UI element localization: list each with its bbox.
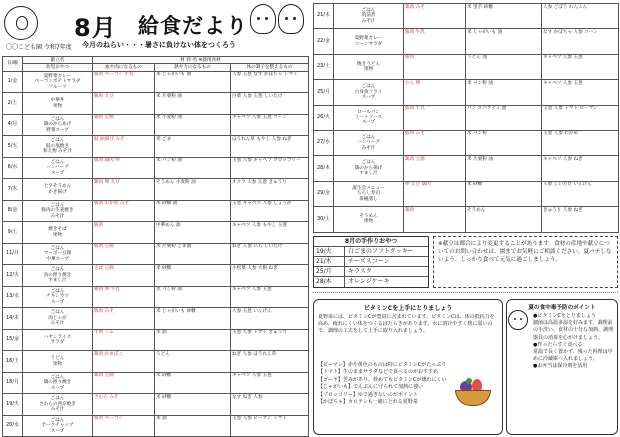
- vegetable-basket-icon: [452, 378, 494, 408]
- child-face-icon: [508, 310, 528, 330]
- child-mascot-icon: [250, 4, 276, 34]
- menu-date: 26/火: [314, 105, 334, 130]
- menu-row: [3, 308, 309, 330]
- ingredient-yellow: 米 砂糖: [155, 265, 231, 287]
- menu-name: ごはん ポークチャップ スープ: [23, 415, 93, 437]
- menu-row: [3, 114, 309, 136]
- menu-name: 焼きうどん 果物: [334, 54, 404, 79]
- ingredient-red: 豚肉 わかめ みそ: [93, 200, 155, 222]
- ingredient-red: さわら みそ: [93, 394, 155, 416]
- menu-name: ごはん さわらの西京焼き みそ汁: [23, 394, 93, 416]
- ingredient-yellow: 米 小麦粉 油: [155, 114, 231, 136]
- menu-row: [3, 372, 309, 394]
- ingredient-red: 鶏肉 豆腐: [404, 156, 466, 181]
- ingredient-red: 豚肉 牛乳: [404, 29, 466, 54]
- menu-date: 1/金: [3, 71, 23, 93]
- menu-name: ごはん 魚の照り焼き すまし汁: [23, 265, 93, 287]
- ingredient-yellow: 米 砂糖: [155, 394, 231, 416]
- ingredient-red: さば 豆腐: [93, 265, 155, 287]
- menu-date: 16/土: [3, 351, 23, 373]
- ingredient-red: 卵 えび 鶏肉: [404, 181, 466, 206]
- ingredient-red: 鶏肉 卵 牛乳: [93, 286, 155, 308]
- snack-date: 25/月: [316, 268, 332, 275]
- menu-row: [3, 222, 309, 244]
- menu-notice: ※献立は都合により変更することがあります。食材の産地や献立についてのお問い合わせは、園までお気軽にご相談ください。夏バテしないよう、しっかり食べて元気に過ごしましょう。: [433, 236, 618, 288]
- ingredient-yellow: うどん: [155, 351, 231, 373]
- ingredient-yellow: 米 砂糖: [466, 181, 542, 206]
- menu-table-left: [2, 56, 309, 437]
- snack-name: オレンジケーキ: [344, 277, 390, 287]
- ingredient-yellow: 米 じゃがいも 油: [155, 71, 231, 93]
- header-red: 血や肉になるもの: [93, 64, 155, 71]
- ingredient-green: 人参 ごぼう れんこん: [542, 4, 619, 29]
- ingredient-green: オクラ 人参 玉葱 きゅうり: [231, 179, 309, 201]
- ingredient-green: 玉葱 人参 キャベツ ブロッコリー: [231, 157, 309, 179]
- menu-name: ごはん 白身魚フライ スープ: [334, 80, 404, 105]
- child-mascot-icon: [278, 4, 304, 34]
- menu-name: ごはん 肉じゃが みそ汁: [23, 308, 93, 330]
- menu-date: 18/月: [3, 372, 23, 394]
- ingredient-red: 豚肉 ベーコン 牛乳: [93, 71, 155, 93]
- ingredient-green: 白菜 人参 玉葱 しいたけ: [231, 93, 309, 115]
- ingredient-yellow: 米 片栗粉 油: [155, 93, 231, 115]
- menu-row: [3, 286, 309, 308]
- ingredient-yellow: 米 ごま: [155, 136, 231, 158]
- menu-date: 29/金: [314, 181, 334, 206]
- ingredient-yellow: 米 砂糖 油: [155, 200, 231, 222]
- ingredient-red: 豚肉 みそ: [93, 308, 155, 330]
- ingredient-green: キャベツ 人参 ねぎ: [542, 156, 619, 181]
- page-title: 給食だより: [138, 14, 248, 38]
- menu-name: ごはん 筑前煮 みそ汁: [334, 4, 404, 29]
- header: [2, 2, 308, 54]
- ingredient-green: 玉葱 人参 わかめ: [542, 130, 619, 155]
- ingredient-yellow: 米 油: [155, 415, 231, 437]
- snack-date: 28/木: [316, 278, 332, 285]
- header-menu-sub: 幼児おやつ: [23, 64, 93, 71]
- menu-name: 誕生会メニュー ちらし寿司 茶碗蒸し: [334, 181, 404, 206]
- ingredient-green: ねぎ 人参 にら しいたけ: [231, 243, 309, 265]
- ingredient-red: 豚肉 みそ: [404, 130, 466, 155]
- ingredient-green: 玉葱 人参 トマト きゅうり: [231, 329, 309, 351]
- menu-date: 19/火: [3, 394, 23, 416]
- vitamin-item: 【ブロッコリー】ゆで過ぎないのがポイント: [318, 391, 418, 398]
- menu-date: 13/水: [3, 286, 23, 308]
- snack-row: [314, 276, 428, 286]
- ingredient-green: 人参 しいたけ いんげん: [542, 181, 619, 206]
- ingredient-yellow: 米 砂糖: [155, 372, 231, 394]
- header-yellow: 熱や力になるもの: [155, 64, 231, 71]
- snack-row: [314, 266, 428, 276]
- ingredient-yellow: 中華めん 油: [155, 222, 231, 244]
- ingredient-red: 鶏肉 卵 えび: [93, 179, 155, 201]
- menu-date: 5/火: [3, 136, 23, 158]
- menu-date: 15/金: [3, 329, 23, 351]
- menu-row: [314, 130, 619, 155]
- menu-name: ごはん ハンバーグ みそ汁: [334, 130, 404, 155]
- ingredient-red: 牛肉 ハム: [93, 329, 155, 351]
- ingredient-green: 玉葱 人参 トマト ピーマン: [542, 105, 619, 130]
- ingredient-red: 豚肉: [404, 54, 466, 79]
- ingredient-red: 豚肉: [93, 222, 155, 244]
- snack-date: 19/火: [316, 248, 332, 255]
- menu-date: 20/水: [3, 415, 23, 437]
- ingredient-green: キャベツ 人参 もやし 玉葱: [231, 222, 309, 244]
- menu-date: 4/月: [3, 114, 23, 136]
- ingredient-yellow: 米 片栗粉 ごま油: [155, 243, 231, 265]
- ingredient-yellow: 米 じゃがいも 油: [466, 29, 542, 54]
- menu-name: 中華丼 果物: [23, 93, 93, 115]
- menu-row: [3, 93, 309, 115]
- ingredient-yellow: そうめん: [466, 207, 542, 232]
- menu-row: [314, 207, 619, 232]
- header-date: 日/曜: [3, 57, 23, 72]
- menu-date: 25/月: [314, 80, 334, 105]
- menu-row: [3, 179, 309, 201]
- menu-name: ごはん マーボー豆腐 中華スープ: [23, 243, 93, 265]
- menu-row: [3, 394, 309, 416]
- decorative-divider: [313, 292, 618, 297]
- ingredient-red: 鶏肉 豆腐: [93, 372, 155, 394]
- menu-row: [314, 80, 619, 105]
- food-safety-body: ●ビタミンCをとりましょう 細菌は高温多湿を好みます。調理前の手洗い、食材の十分な加熱、調理器具の消毒を心がけましょう。 ●作ったらすぐ食べる 常温で長く置かず、残った料理は早めに冷蔵庫へ入れましょう。 ●お弁当は保冷剤を活用: [533, 313, 614, 370]
- menu-date: 14/木: [3, 308, 23, 330]
- menu-table-right: [313, 3, 619, 233]
- ingredient-yellow: 米 油: [155, 329, 231, 351]
- menu-date: 23/土: [314, 54, 334, 79]
- header-green: 体の調子を整えるもの: [231, 64, 309, 71]
- ingredient-red: 豚肉 牛乳: [404, 105, 466, 130]
- menu-name: ごはん 鮭の塩焼き 和え物 みそ汁: [23, 136, 93, 158]
- ingredient-green: 小松菜 人参 大根 ねぎ: [231, 265, 309, 287]
- snack-box: [313, 236, 429, 288]
- vitamin-item: 【トマト】生のままサラダなどで食べるのがおすすめ: [318, 369, 439, 376]
- header-menu: 献立名: [23, 57, 93, 64]
- ingredient-yellow: うどん 油: [466, 54, 542, 79]
- menu-row: [3, 265, 309, 287]
- header-materials: 材 料 名 ※使用食材: [93, 57, 309, 64]
- menu-name: ごはん 鶏のからあげ 野菜スープ: [23, 114, 93, 136]
- ingredient-green: ねぎ 人参 ほうれん草: [231, 351, 309, 373]
- ingredient-green: ほうれん草 もやし 人参 ねぎ: [231, 136, 309, 158]
- menu-date: 12/火: [3, 265, 23, 287]
- menu-name: ハヤシライス サラダ: [23, 329, 93, 351]
- vitamin-item: 【じゃがいも】でんぷんに守られて加熱に強い: [318, 384, 424, 391]
- snack-title: 8月の手作りおやつ: [344, 238, 398, 245]
- snack-row: [314, 256, 428, 266]
- menu-name: 夏野菜カレー ベーコンポテトサラダ フルーツ: [23, 71, 93, 93]
- menu-row: [314, 4, 619, 29]
- menu-date: 27/水: [314, 130, 334, 155]
- ingredient-green: 玉葱 人参 ピーマン トマト: [231, 415, 309, 437]
- menu-row: [3, 136, 309, 158]
- menu-date: 22/金: [314, 29, 334, 54]
- menu-name: 焼きそば 果物: [23, 222, 93, 244]
- ingredient-red: たら 卵: [404, 80, 466, 105]
- menu-name: ごはん 鶏の照り焼き スープ: [23, 372, 93, 394]
- menu-name: そうめん 果物: [334, 207, 404, 232]
- food-safety-title: 夏の食中毒予防のポイント: [528, 305, 596, 311]
- snack-name: 白ごまのソフトクッキー: [344, 247, 414, 257]
- menu-row: [314, 54, 619, 79]
- menu-row: [314, 29, 619, 54]
- ingredient-yellow: 米 パン粉 油: [155, 286, 231, 308]
- ingredient-green: キャベツ 人参 玉葱: [542, 54, 619, 79]
- ingredient-green: 玉葱 キャベツ 人参 しょうが: [231, 200, 309, 222]
- ingredient-green: きゅうり 人参 ねぎ: [542, 207, 619, 232]
- menu-row: [3, 351, 309, 373]
- monthly-goal: 今月のねらい・・・暑さに負けない体をつくろう: [82, 41, 236, 49]
- menu-row: [314, 181, 619, 206]
- menu-date: 7/木: [3, 179, 23, 201]
- ingredient-yellow: 米 片栗粉 油: [466, 156, 542, 181]
- menu-row: [3, 200, 309, 222]
- vitamin-item: 【ゴーヤ】苦みがあり、炒めてもビタミンCが壊れにくい: [318, 376, 447, 383]
- menu-date: 21/木: [314, 4, 334, 29]
- ingredient-green: 人参 玉葱 いんげん: [231, 308, 309, 330]
- ingredient-red: 鮭 油揚げ みそ: [93, 136, 155, 158]
- menu-date: 11/月: [3, 243, 23, 265]
- ingredient-yellow: 米 パン粉 油: [155, 157, 231, 179]
- menu-name: ごはん 豚肉の生姜焼き みそ汁: [23, 200, 93, 222]
- menu-name: 夏野菜カレー コーンサラダ: [334, 29, 404, 54]
- snack-date: 21/木: [316, 258, 332, 265]
- menu-name: うどん 果物: [23, 351, 93, 373]
- snack-name: キラスク: [344, 267, 372, 277]
- menu-date: 9/土: [3, 222, 23, 244]
- menu-name: ごはん 鶏のから揚げ すまし汁: [334, 156, 404, 181]
- ingredient-red: 豚肉 えび: [93, 93, 155, 115]
- school-name: 〇〇こども園 令和7年度: [6, 44, 72, 51]
- ingredient-yellow: 米 パン粉 油: [466, 80, 542, 105]
- vitamin-item: 【ピーマン】赤や黄色のものは特にビタミンCがたっぷり: [318, 362, 447, 368]
- ingredient-yellow: そうめん 小麦粉 油: [155, 179, 231, 201]
- ingredient-red: 豚肉 ベーコン: [93, 415, 155, 437]
- ingredient-green: 人参 玉葱 なす かぼちゃ トマト: [231, 71, 309, 93]
- ingredient-green: なす ねぎ 人参: [231, 394, 309, 416]
- menu-row: [3, 243, 309, 265]
- ingredient-yellow: 米 里芋 砂糖: [466, 4, 542, 29]
- ingredient-green: なす かぼちゃ 人参 コーン: [542, 29, 619, 54]
- vitamin-section: [313, 299, 503, 435]
- vitamin-item: 【かぼちゃ】カロテンも一緒にとれる夏野菜: [318, 399, 418, 406]
- menu-date: 8/金: [3, 200, 23, 222]
- ingredient-red: 豚肉 鶏肉 卵: [93, 157, 155, 179]
- month-label: 8月: [74, 14, 117, 42]
- menu-date: 2/土: [3, 93, 23, 115]
- menu-name: ごはん チキンカツ スープ: [23, 286, 93, 308]
- vitamin-title: ビタミンCを上手にとりましょう: [363, 305, 453, 312]
- ingredient-green: キャベツ 人参 玉葱: [542, 80, 619, 105]
- menu-name: ロールパン ミートソース スープ: [334, 105, 404, 130]
- menu-name: ごはん ハンバーグ スープ: [23, 157, 93, 179]
- menu-date: 30/土: [314, 207, 334, 232]
- ingredient-yellow: パン スパゲティ 油: [466, 105, 542, 130]
- vitamin-body: 夏野菜には、ビタミンCが豊富に含まれています。ビタミンCは、体の抵抗力を高め、疲れにくい体をつくるはたらきがあります。水に溶けやすく熱に弱いので、調理の工夫をして上手に取り入れましょう。: [318, 314, 495, 334]
- snack-name: チーズスコーン: [344, 257, 390, 267]
- ingredient-red: 鶏肉 豆腐: [93, 114, 155, 136]
- ingredient-green: キャベツ 人参 玉葱: [231, 372, 309, 394]
- ingredient-red: 豚肉 豆腐: [93, 243, 155, 265]
- menu-row: [314, 156, 619, 181]
- menu-row: [3, 415, 309, 437]
- ingredient-yellow: 米 パン粉: [466, 130, 542, 155]
- ingredient-red: 鶏肉 かまぼこ: [93, 351, 155, 373]
- menu-row: [3, 157, 309, 179]
- menu-date: 28/木: [314, 156, 334, 181]
- ingredient-yellow: 米 じゃがいも 砂糖: [155, 308, 231, 330]
- ingredient-green: キャベツ 人参 玉葱: [231, 286, 309, 308]
- menu-name: 七夕そうめん かき揚げ: [23, 179, 93, 201]
- menu-row: [3, 329, 309, 351]
- menu-row: [314, 105, 619, 130]
- menu-row: [3, 71, 309, 93]
- ingredient-green: キャベツ 人参 玉葱 コーン: [231, 114, 309, 136]
- school-logo-icon: [4, 6, 38, 40]
- ingredient-red: 鶏肉: [404, 207, 466, 232]
- snack-row: [314, 246, 428, 256]
- menu-date: 6/水: [3, 157, 23, 179]
- ingredient-red: 鶏肉 みそ: [404, 4, 466, 29]
